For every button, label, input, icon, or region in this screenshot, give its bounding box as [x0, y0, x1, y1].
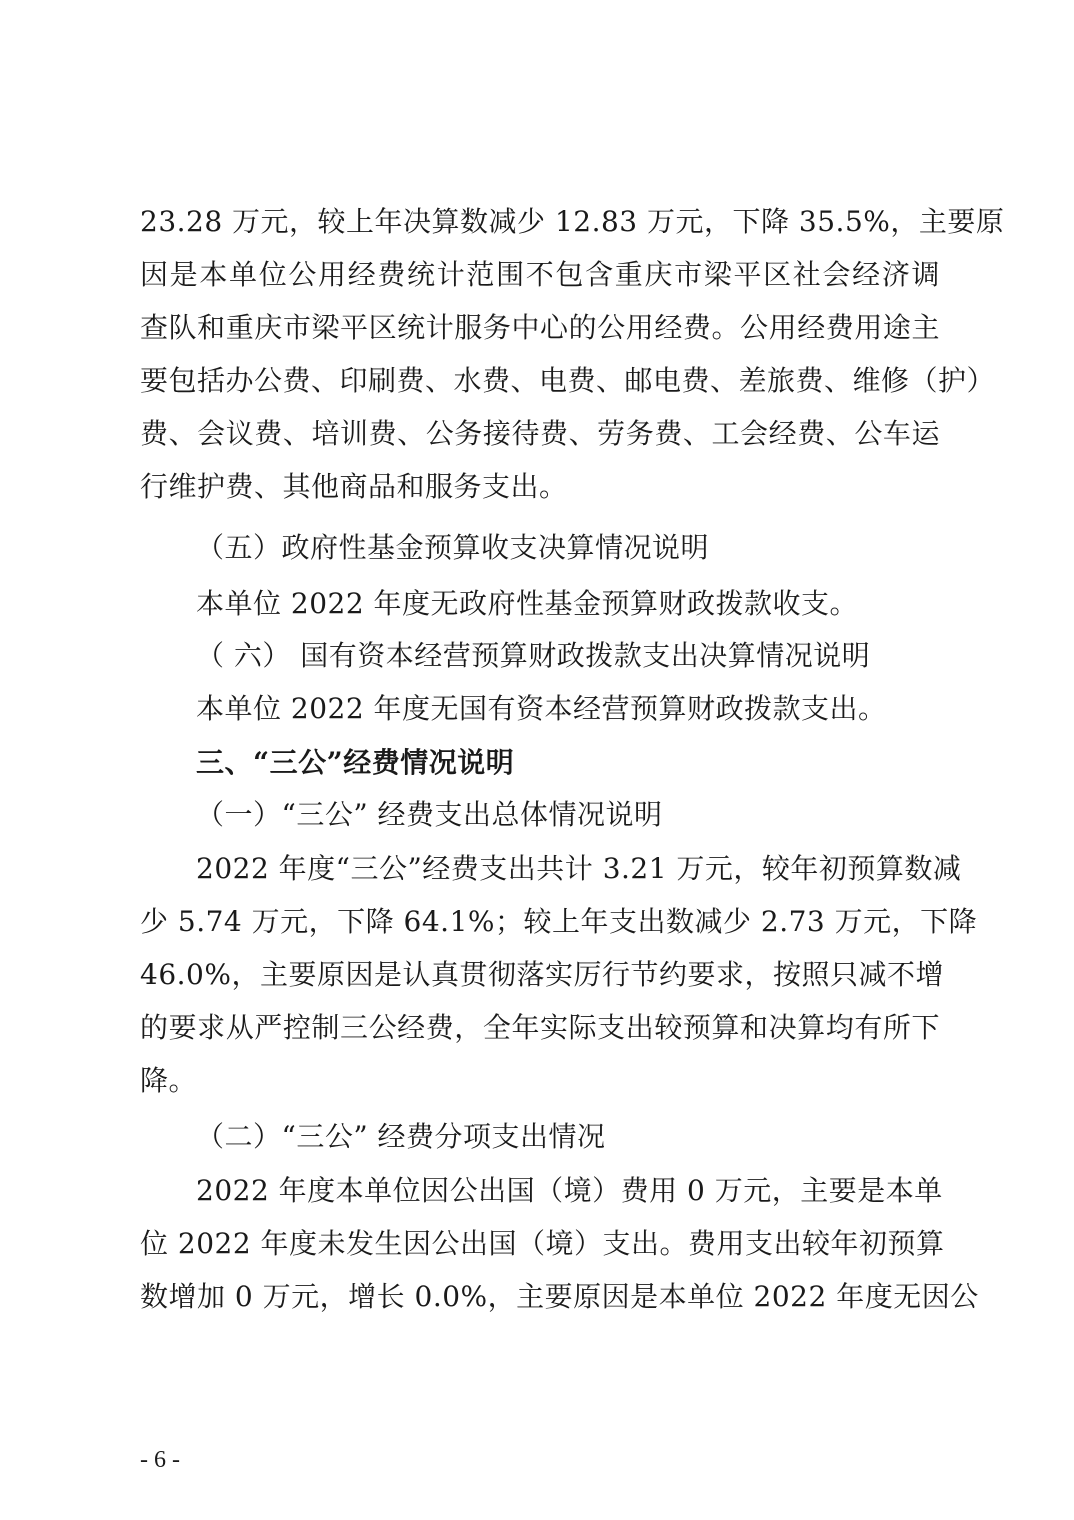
subsection-heading-2: （二）“三公” 经费分项支出情况	[196, 1120, 606, 1153]
paragraph-line: 费、会议费、培训费、公务接待费、劳务费、工会经费、公车运	[140, 417, 940, 450]
paragraph-line: 本单位 2022 年度无政府性基金预算财政拨款收支。	[196, 587, 859, 620]
paragraph-line: 本单位 2022 年度无国有资本经营预算财政拨款支出。	[196, 692, 887, 725]
page-number: - 6 -	[140, 1447, 180, 1473]
paragraph-line: 数增加 0 万元，增长 0.0%，主要原因是本单位 2022 年度无因公	[140, 1280, 979, 1313]
paragraph-line: 要包括办公费、印刷费、水费、电费、邮电费、差旅费、维修（护）	[140, 364, 996, 397]
paragraph-line: 2022 年度本单位因公出国（境）费用 0 万元，主要是本单	[196, 1174, 943, 1207]
paragraph-line: 因是本单位公用经费统计范围不包含重庆市梁平区社会经济调	[140, 258, 940, 291]
paragraph-line: 少 5.74 万元，下降 64.1%；较上年支出数减少 2.73 万元，下降	[140, 905, 978, 938]
paragraph-line: 46.0%，主要原因是认真贯彻落实厉行节约要求，按照只减不增	[140, 958, 944, 991]
paragraph-line: 位 2022 年度未发生因公出国（境）支出。费用支出较年初预算	[140, 1227, 945, 1260]
subsection-heading-1: （一）“三公” 经费支出总体情况说明	[196, 798, 663, 831]
paragraph-line: 的要求从严控制三公经费，全年实际支出较预算和决算均有所下	[140, 1011, 940, 1044]
paragraph-line: 行维护费、其他商品和服务支出。	[140, 470, 568, 503]
paragraph-line: 降。	[140, 1064, 198, 1097]
part-heading-3: 三、“三公”经费情况说明	[196, 746, 515, 779]
paragraph-line: 查队和重庆市梁平区统计服务中心的公用经费。公用经费用途主	[140, 311, 940, 344]
section-heading-5: （五）政府性基金预算收支决算情况说明	[196, 531, 710, 564]
paragraph-line: 2022 年度“三公”经费支出共计 3.21 万元，较年初预算数减	[196, 852, 962, 885]
paragraph-line: 23.28 万元，较上年决算数减少 12.83 万元，下降 35.5%，主要原	[140, 205, 1005, 238]
section-heading-6: （ 六） 国有资本经营预算财政拨款支出决算情况说明	[196, 639, 871, 672]
